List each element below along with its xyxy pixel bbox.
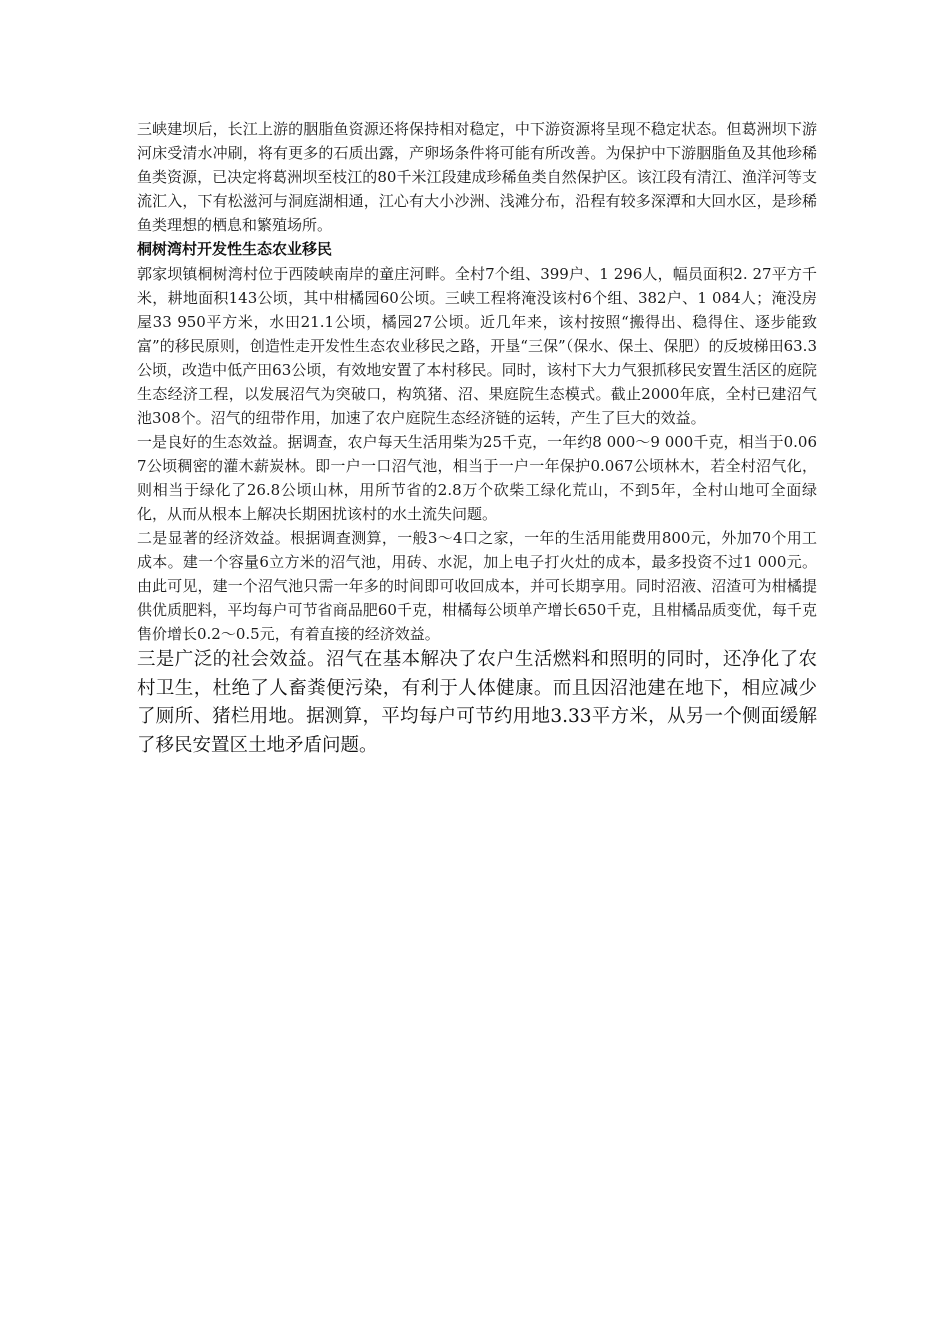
document-body <box>137 117 817 760</box>
paragraph-village: 郭家坝镇桐树湾村位于西陵峡南岸的童庄河畔。全村7个组、399户、1 296人，幅员面积2. 27平方千米，耕地面积143公顷，其中柑橘园60公顷。三峡工程将淹没该村6个组、382户、1 084人；淹没房屋33 950平方米，水田21.1公顷，橘园27公顷。近几年来，该村按照“搬得出、稳得住、逐步能致富”的移民原则，创造性走开发性生态农业移民之路，开垦“三保”（保水、保土、保肥）的反坡梯田63.3公顷，改造中低产田63公顷，有效地安置了本村移民。同时，该村下大力气狠抓移民安置生活区的庭院生态经济工程，以发展沼气为突破口，构筑猪、沼、果庭院生态模式。截止2000年底，全村已建沼气池308个。沼气的纽带作用，加速了农户庭院生态经济链的运转，产生了巨大的效益。 <box>137 265 817 427</box>
paragraph-economic-benefit: 二是显著的经济效益。根据调查测算，一般3～4口之家，一年的生活用能费用800元，外加70个用工成本。建一个容量6立方米的沼气池，用砖、水泥，加上电子打火灶的成本，最多投资不过1 000元。由此可见，建一个沼气池只需一年多的时间即可收回成本，并可长期享用。同时沼液、沼渣可为柑橘提供优质肥料，平均每户可节省商品肥60千克，柑橘每公顷单产增长650千克，且柑橘品质变优，每千克售价增长0.2～0.5元，有着直接的经济效益。 <box>137 529 817 643</box>
paragraph-social-benefit: 三是广泛的社会效益。沼气在基本解决了农户生活燃料和照明的同时，还净化了农村卫生，杜绝了人畜粪便污染，有利于人体健康。而且因沼池建在地下，相应减少了厕所、猪栏用地。据测算，平均每户可节约用地3.33平方米，从另一个侧面缓解了移民安置区土地矛盾问题。 <box>137 649 817 756</box>
paragraph-intro: 三峡建坝后，长江上游的胭脂鱼资源还将保持相对稳定，中下游资源将呈现不稳定状态。但葛洲坝下游河床受清水冲刷，将有更多的石质出露，产卵场条件将可能有所改善。为保护中下游胭脂鱼及其他珍稀鱼类资源，已决定将葛洲坝至枝江的80千米江段建成珍稀鱼类自然保护区。该江段有清江、渔洋河等支流汇入，下有松滋河与洞庭湖相通，江心有大小沙洲、浅滩分布，沿程有较多深潭和大回水区，是珍稀鱼类理想的栖息和繁殖场所。 <box>137 120 817 234</box>
paragraph-ecological-benefit: 一是良好的生态效益。据调查，农户每天生活用柴为25千克，一年约8 000～9 000千克，相当于0.067公顷稠密的灌木薪炭林。即一户一口沼气池，相当于一户一年保护0.067公顷林木，若全村沼气化，则相当于绿化了26.8公顷山林，用所节省的2.8万个砍柴工绿化荒山，不到5年，全村山地可全面绿化，从而从根本上解决长期困扰该村的水土流失问题。 <box>137 433 817 523</box>
section-heading: 桐树湾村开发性生态农业移民 <box>137 240 333 258</box>
